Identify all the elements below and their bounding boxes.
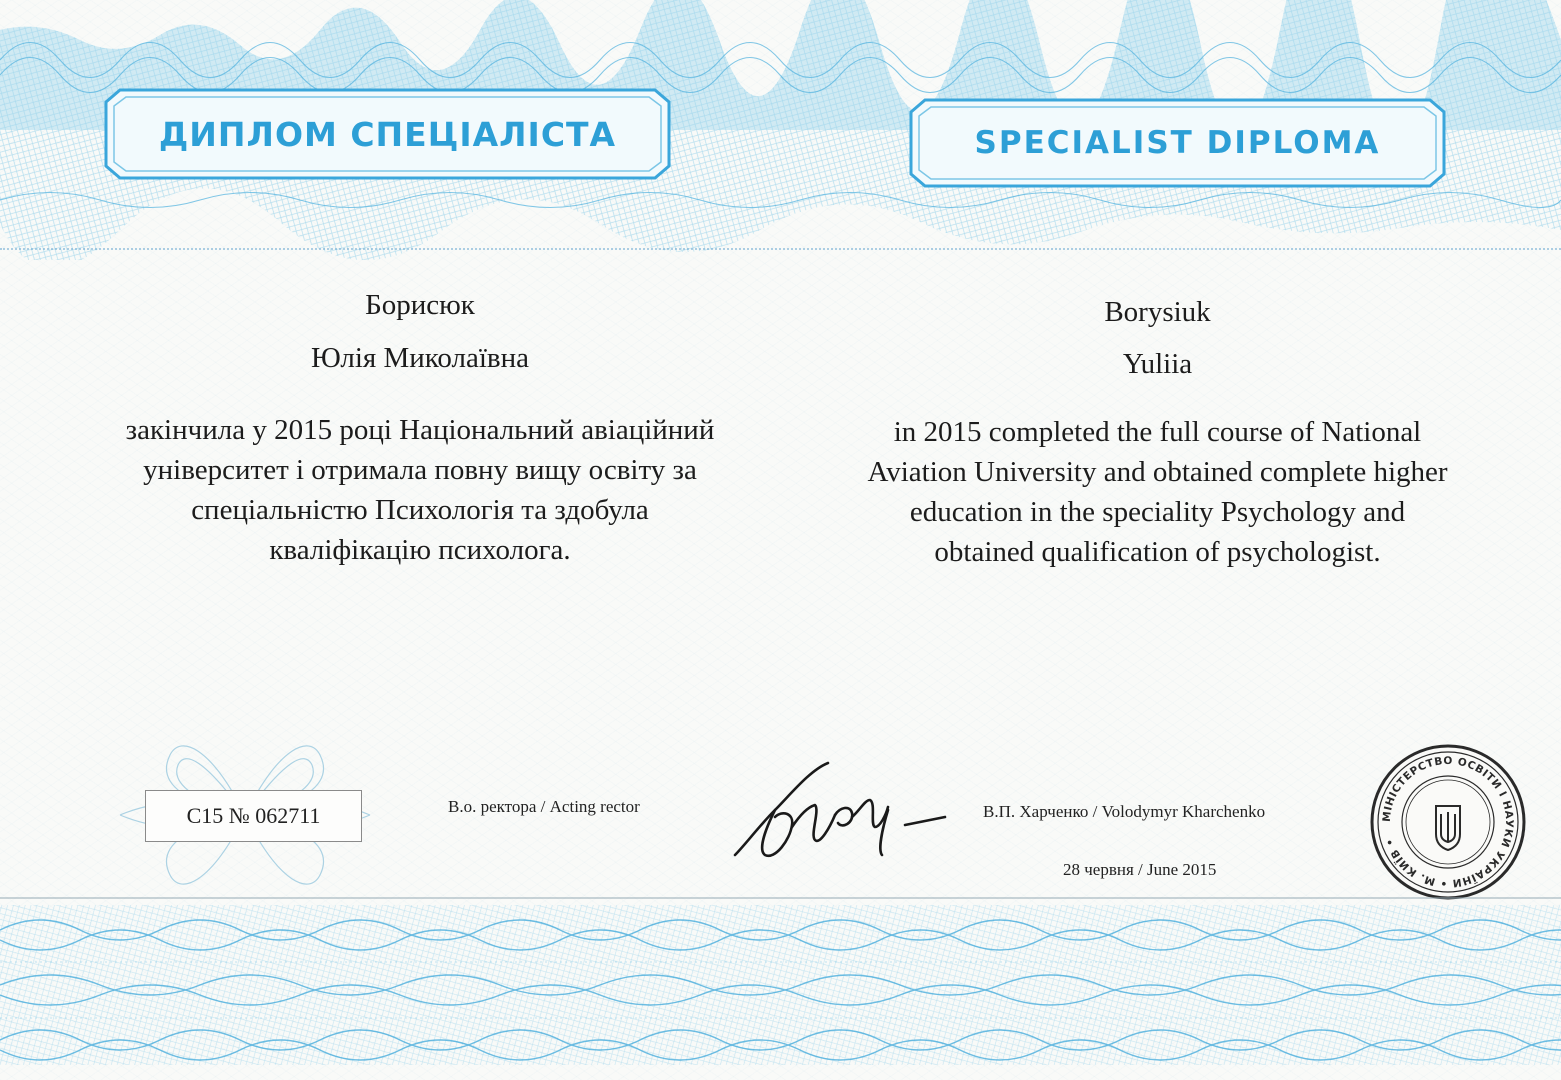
paragraph-line: кваліфікацію психолога.	[269, 534, 571, 566]
serial-number: С15 № 062711	[145, 790, 362, 842]
paragraph-line: Aviation University and obtained complete higher	[867, 456, 1448, 488]
completion-paragraph-en	[800, 412, 1515, 572]
header-divider	[0, 248, 1561, 250]
bottom-guilloche-band	[0, 890, 1561, 1080]
paragraph-line: in 2015 completed the full course of National	[893, 416, 1422, 448]
diploma-title-en: SPECIALIST DIPLOMA	[974, 125, 1381, 161]
paragraph-line: education in the speciality Psychology and	[909, 496, 1406, 528]
title-plate-ua	[100, 88, 675, 180]
paragraph-line: закінчила у 2015 році Національний авіаційний	[125, 414, 715, 446]
completion-paragraph-ua	[60, 410, 780, 570]
rector-signature	[720, 755, 960, 875]
official-seal	[1368, 742, 1528, 902]
acting-rector-label: В.о. ректора / Acting rector	[448, 797, 640, 816]
paragraph-line: університет і отримала повну вищу освіту за	[143, 454, 697, 486]
paragraph-line: спеціальністю Психологія та здобула	[191, 494, 649, 526]
issue-date: 28 червня / June 2015	[1063, 860, 1217, 879]
rector-name: В.П. Харченко / Volodymyr Kharchenko	[983, 802, 1266, 821]
surname-en: Borysiuk	[1104, 296, 1211, 328]
title-plate-en	[905, 98, 1450, 188]
given-names-ua: Юлія Миколаївна	[310, 342, 530, 374]
surname-ua: Борисюк	[365, 289, 475, 321]
given-names-en: Yuliia	[1122, 348, 1193, 380]
paragraph-line: obtained qualification of psychologist.	[934, 536, 1381, 568]
seal-ring-text: МІНІСТЕРСТВО ОСВІТИ І НАУКИ УКРАЇНИ • М. КИЇВ •	[1380, 754, 1516, 890]
diploma-title-ua: ДИПЛОМ СПЕЦІАЛІСТА	[158, 114, 617, 154]
